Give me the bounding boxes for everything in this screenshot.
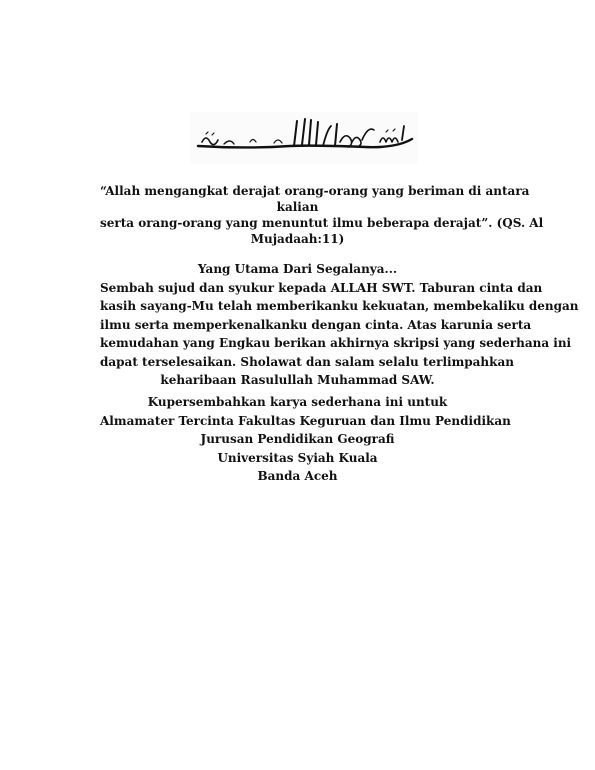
quote-line: kalian xyxy=(276,200,319,214)
quote-line: Mujadaah:11) xyxy=(250,232,345,246)
quote-line: serta orang-orang yang menuntut ilmu beberapa derajat”. (QS. Al xyxy=(100,216,544,230)
dedication-line: ilmu serta memperkenalkanku dengan cinta. Atas karunia serta xyxy=(100,317,532,332)
dedication-heading: Yang Utama Dari Segalanya... xyxy=(197,262,398,276)
basmalah-calligraphy-icon xyxy=(190,112,418,164)
offering-line: Almamater Tercinta Fakultas Keguruan dan Ilmu Pendidikan xyxy=(100,413,511,428)
offering-block xyxy=(100,393,511,486)
dedication-line: Sembah sujud dan syukur kepada ALLAH SWT. Taburan cinta dan xyxy=(100,280,543,295)
offering-line: Jurusan Pendidikan Geografi xyxy=(200,432,395,446)
quote-line: “Allah mengangkat derajat orang-orang yang beriman di antara xyxy=(100,184,530,198)
dedication-line: kemudahan yang Engkau berikan akhirnya skripsi yang sederhana ini xyxy=(100,336,572,350)
dedication-line: kasih sayang-Mu telah memberikanku kekuatan, membekaliku dengan xyxy=(100,299,579,313)
offering-line: Banda Aceh xyxy=(257,469,338,483)
offering-line: Universitas Syiah Kuala xyxy=(217,450,378,465)
dedication-line: dapat terselesaikan. Sholawat dan salam selalu terlimpahkan xyxy=(100,354,514,369)
offering-line: Kupersembahkan karya sederhana ini untuk xyxy=(147,395,448,409)
dedication-block xyxy=(100,260,579,390)
quote-block xyxy=(100,183,544,247)
dedication-line: keharibaan Rasulullah Muhammad SAW. xyxy=(160,373,435,387)
